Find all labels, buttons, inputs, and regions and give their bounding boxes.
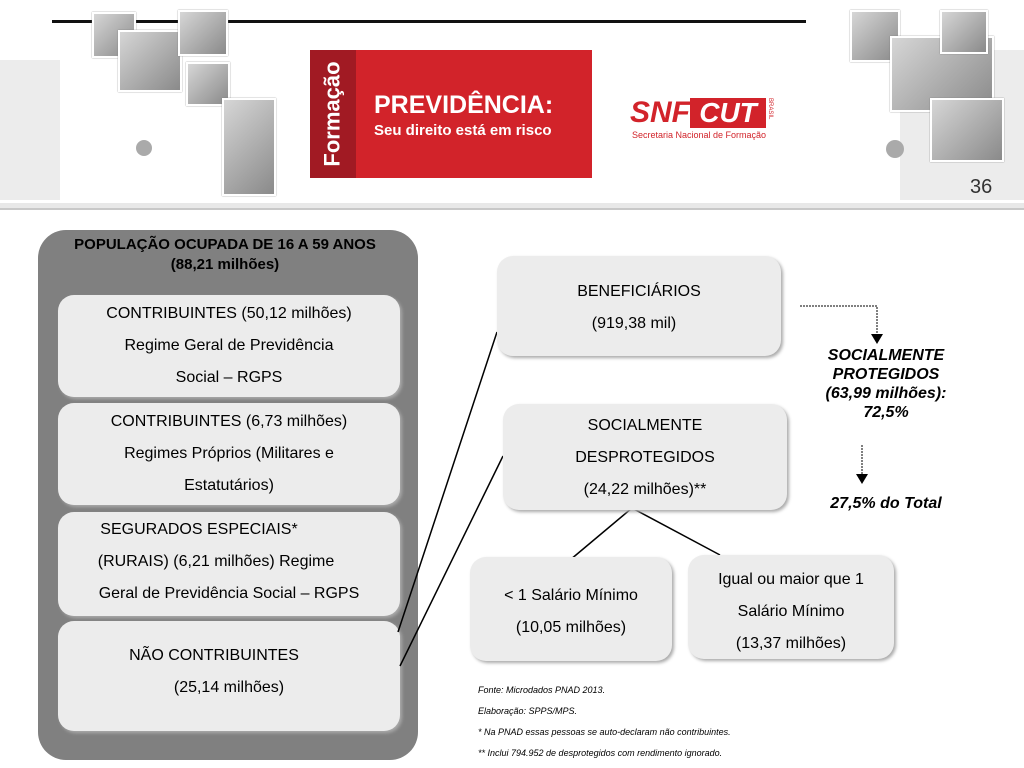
non-contrib-line-1: NÃO CONTRIBUINTES xyxy=(129,647,299,664)
unprotected-percent-total: 27,5% do Total xyxy=(830,495,942,512)
socially-unprotected-text xyxy=(503,410,787,506)
cut-logo: CUT xyxy=(690,98,766,128)
arrow-protected-head xyxy=(871,334,883,344)
footnote-unprotected: ** Inclui 794.952 de desprotegidos com rendimento ignorado. xyxy=(478,748,723,758)
protected-line-2: PROTEGIDOS xyxy=(832,366,940,383)
cut-logo-country: BRASIL xyxy=(767,98,773,120)
footnotes xyxy=(478,680,778,764)
footnote-source: Fonte: Microdados PNAD 2013. xyxy=(478,685,606,695)
rpps-line-3: Estatutários) xyxy=(184,477,274,494)
above-line-1: Igual ou maior que 1 xyxy=(718,571,864,588)
below-line-1: < 1 Salário Mínimo xyxy=(504,587,638,604)
banner-vertical-label: Formação xyxy=(320,61,345,167)
branch-right xyxy=(632,508,720,555)
socially-protected-label xyxy=(806,346,966,422)
rgps-line-1: CONTRIBUINTES (50,12 milhões) xyxy=(106,305,352,322)
rgps-line-3: Social – RGPS xyxy=(175,369,283,386)
above-line-3: (13,37 milhões) xyxy=(735,635,847,652)
beneficiaries-line-1: BENEFICIÁRIOS xyxy=(577,283,701,300)
footnote-special-insured: * Na PNAD essas pessoas se auto-declaram não contribuintes. xyxy=(478,727,731,737)
page-number: 36 xyxy=(970,176,993,198)
beneficiaries-text xyxy=(497,276,781,340)
rpps-line-2: Regimes Próprios (Militares e xyxy=(124,445,334,462)
banner-title: PREVIDÊNCIA: xyxy=(374,91,554,119)
snf-logo: SNF xyxy=(630,96,690,129)
unprotected-line-3: (24,22 milhões)** xyxy=(583,481,707,498)
unprotected-line-1: SOCIALMENTE xyxy=(587,417,703,434)
banner-subtitle: Seu direito está em risco xyxy=(374,122,552,139)
special-line-2: (RURAIS) (6,21 milhões) Regime xyxy=(97,553,335,570)
non-contrib-line-2: (25,14 milhões) xyxy=(173,679,285,696)
above-minimum-wage-text xyxy=(688,564,894,660)
protected-line-3: (63,99 milhões): xyxy=(825,385,947,402)
below-minimum-wage-text xyxy=(470,580,672,644)
rpps-line-1: CONTRIBUINTES (6,73 milhões) xyxy=(110,413,348,430)
beneficiaries-line-2: (919,38 mil) xyxy=(591,315,677,332)
protected-line-4: 72,5% xyxy=(863,404,909,421)
above-line-2: Salário Mínimo xyxy=(737,603,845,620)
rgps-line-2: Regime Geral de Previdência xyxy=(124,337,334,354)
special-line-1: SEGURADOS ESPECIAIS* xyxy=(100,521,298,538)
arrow-total-head xyxy=(856,474,868,484)
below-line-2: (10,05 milhões) xyxy=(515,619,627,636)
arrow-protected-path xyxy=(800,306,877,334)
logo-subtitle: Secretaria Nacional de Formação xyxy=(632,130,767,140)
special-line-3: Geral de Previdência Social – RGPS xyxy=(98,585,360,602)
branch-left xyxy=(570,508,632,560)
protected-line-1: SOCIALMENTE xyxy=(827,347,945,364)
unprotected-line-2: DESPROTEGIDOS xyxy=(575,449,715,466)
footnote-elaboration: Elaboração: SPPS/MPS. xyxy=(478,706,578,716)
population-title: POPULAÇÃO OCUPADA DE 16 A 59 ANOS (88,21 milhões) xyxy=(74,236,376,273)
